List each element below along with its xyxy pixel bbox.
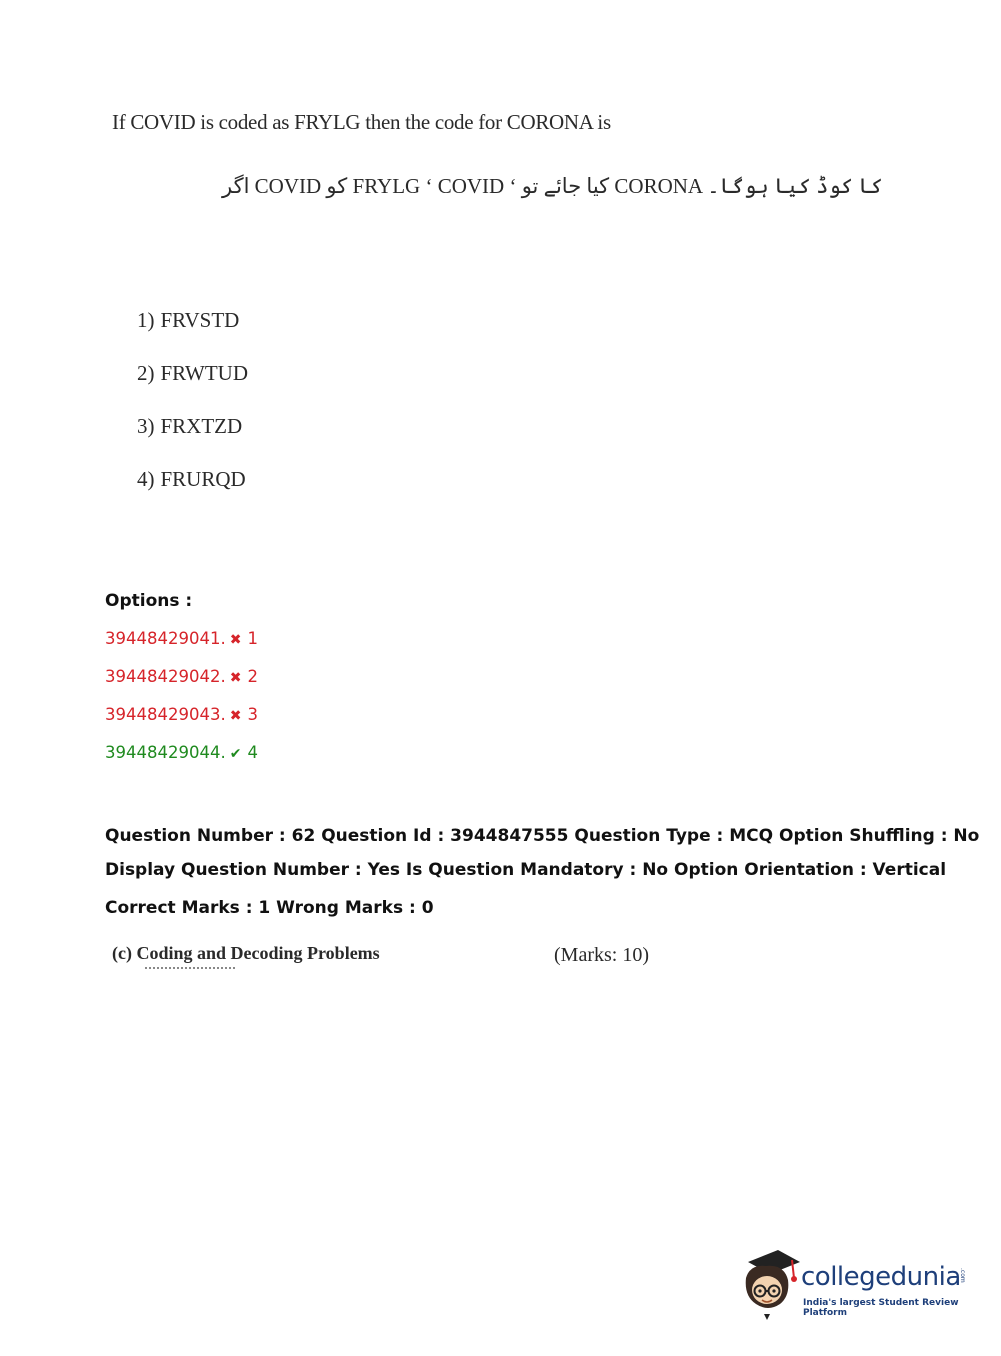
option-id: 39448429043. (105, 705, 226, 724)
question-meta-line-1: Question Number : 62 Question Id : 3944847555 Question Type : MCQ Option Shuffling : No (105, 826, 980, 846)
option-value: 2 (247, 667, 258, 686)
brand-domain: .com (959, 1268, 966, 1283)
choice-2 (137, 361, 248, 386)
section-heading: (c) Coding and Decoding Problems (112, 943, 380, 963)
question-text-urdu: اگر COVID کو FRYLG ‘ COVID ‘ کیا جائے تو CORONA کا کوڈ کیا ہوگا۔ (222, 174, 883, 198)
option-row-2 (105, 667, 258, 686)
question-meta-line-3: Correct Marks : 1 Wrong Marks : 0 (105, 898, 434, 918)
cross-icon: ✖ (229, 708, 242, 724)
section-marks: (Marks: 10) (554, 944, 649, 966)
choice-text: FRURQD (160, 467, 246, 491)
mascot-icon (740, 1248, 802, 1320)
cross-icon: ✖ (229, 632, 242, 648)
choice-1 (137, 308, 239, 333)
option-row-1 (105, 629, 258, 648)
check-icon: ✔ (229, 746, 242, 762)
option-row-3 (105, 705, 258, 724)
choice-number: 2) (137, 361, 155, 385)
collegedunia-logo[interactable] (740, 1248, 970, 1323)
brand-tagline: India's largest Student Review Platform (803, 1298, 959, 1318)
option-id: 39448429041. (105, 629, 226, 648)
choice-number: 1) (137, 308, 155, 332)
choice-number: 3) (137, 414, 155, 438)
choice-4 (137, 467, 246, 492)
option-value: 4 (247, 743, 258, 762)
choice-text: FRWTUD (160, 361, 249, 385)
scan-artifact (145, 967, 235, 971)
choice-text: FRXTZD (160, 414, 243, 438)
option-id: 39448429042. (105, 667, 226, 686)
choice-3 (137, 414, 242, 439)
question-meta-line-2: Display Question Number : Yes Is Question Mandatory : No Option Orientation : Vertical (105, 860, 947, 880)
brand-wordmark: collegedunia (801, 1262, 961, 1292)
option-value: 3 (247, 705, 258, 724)
option-value: 1 (247, 629, 258, 648)
option-row-4 (105, 743, 258, 762)
choice-text: FRVSTD (160, 308, 240, 332)
options-label: Options : (105, 591, 193, 611)
cross-icon: ✖ (229, 670, 242, 686)
question-text: If COVID is coded as FRYLG then the code for CORONA is (112, 110, 611, 134)
option-id: 39448429044. (105, 743, 226, 762)
choice-number: 4) (137, 467, 155, 491)
